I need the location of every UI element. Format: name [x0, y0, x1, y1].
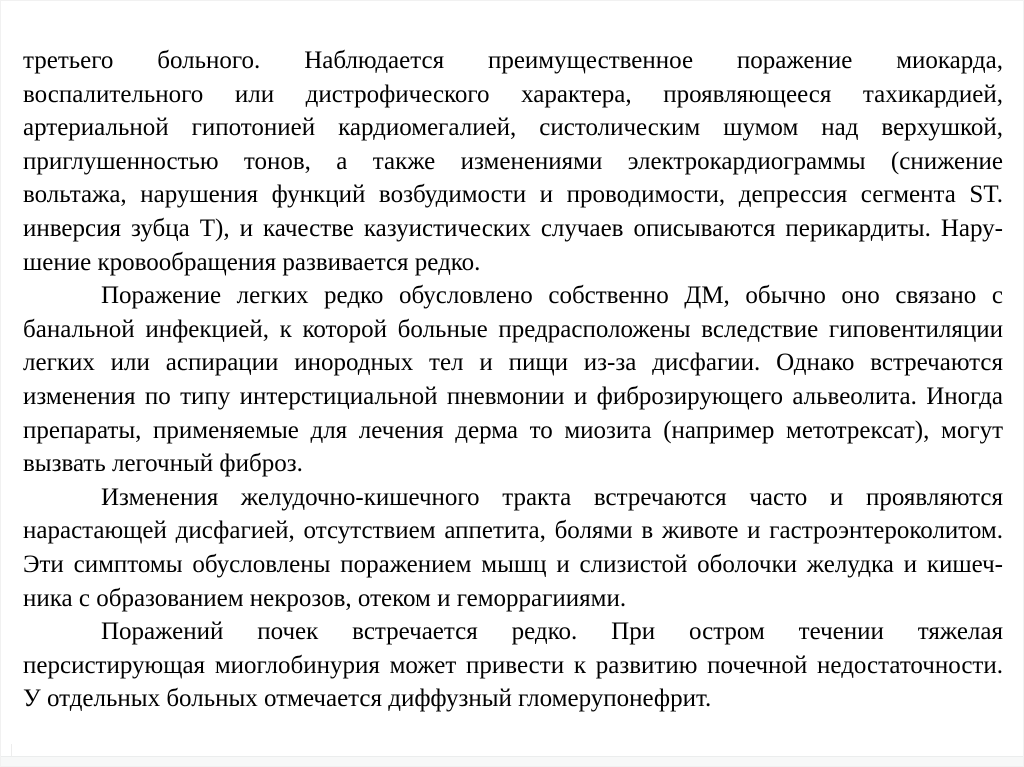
paragraph [23, 279, 1003, 481]
text-line: вольтажа, нарушения функций возбудимости и проводимости, депрессия сегмента ST. [23, 181, 1003, 209]
text-line: Эти симптомы обусловлены поражением мышц и слизистой оболочки желудка и кишеч- [23, 550, 1003, 578]
text-line: Поражений почек встречается редко. При остром течении тяжелая [101, 618, 1003, 646]
text-line: ника с образованием некрозов, отеком и геморрагииями. [23, 584, 627, 612]
paragraph [23, 481, 1003, 615]
text-line: банальной инфекцией, к которой больные предрасположены вследствие гиповентиляции [23, 315, 1003, 343]
text-line: изменения по типу интерстициальной пневмонии и фиброзирующего альвеолита. Иногда [23, 382, 1003, 410]
text-line: третьего больного. Наблюдается преимущественное поражение миокарда, [23, 47, 1003, 74]
text-line: шение кровообращения развивается редко. [23, 248, 481, 276]
paragraph [23, 615, 1003, 716]
text-line: персистирующая миоглобинурия может привести к развитию почечной недостаточности. [23, 651, 1003, 679]
text-line: артериальной гипотонией кардиомегалией, систолическим шумом над верхушкой, [23, 114, 1003, 142]
text-line: вызвать легочный фиброз. [23, 450, 303, 478]
text-line: приглушенностью тонов, а также изменениями электрокардиограммы (снижение [23, 147, 1003, 175]
text-line: Изменения желудочно-кишечного тракта встречаются часто и проявляются [101, 483, 1003, 511]
slide-text-block [23, 44, 1003, 716]
text-line: нарастающей дисфагией, отсутствием аппетита, болями в животе и гастроэнтероколитом. [23, 517, 1003, 545]
text-line: воспалительного или дистрофического характера, проявляющееся тахикардией, [23, 80, 1003, 108]
text-line: легких или аспирации инородных тел и пищи из-за дисфагии. Однако встречаются [23, 349, 1003, 377]
text-line: Поражение легких редко обусловлено собственно ДМ, обычно оно связано с [101, 282, 1003, 310]
text-line: У отдельных больных отмечается диффузный гломерупонефрит. [23, 685, 712, 713]
text-line: инверсия зубца Т), и качестве казуистических случаев описываются перикардиты. Нару- [23, 214, 1003, 242]
paragraph [23, 44, 1003, 279]
text-line: препараты, применяемые для лечения дерма то миозита (например метотрексат), могут [23, 416, 1003, 444]
slide-frame-bottom-strip [1, 756, 1023, 766]
